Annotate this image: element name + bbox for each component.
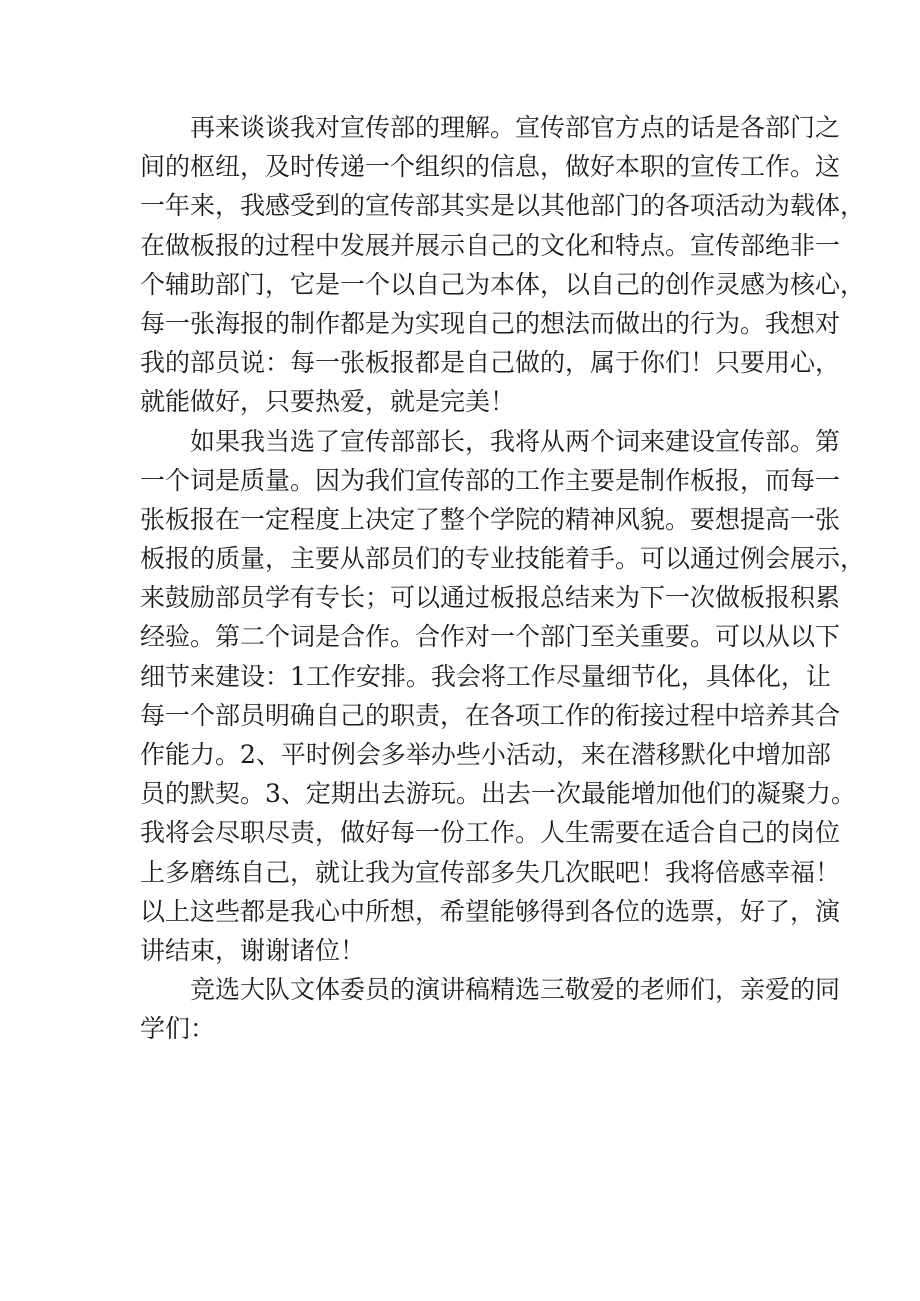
text-line: 以上这些都是我心中所想，希望能够得到各位的选票，好了，演 xyxy=(140,896,841,926)
text-line: 个辅助部门，它是一个以自己为本体，以自己的创作灵感为核心， xyxy=(140,269,866,299)
text-line: 作能力。2、平时例会多举办些小活动，来在潜移默化中增加部 xyxy=(140,740,831,769)
text-line: 员的默契。3、定期出去游玩。出去一次最能增加他们的凝聚力。 xyxy=(140,779,856,809)
body-text xyxy=(140,108,866,1049)
text-line: 经验。第二个词是合作。合作对一个部门至关重要。可以从以下 xyxy=(140,622,841,652)
text-line: 每一张海报的制作都是为实现自己的想法而做出的行为。我想对 xyxy=(140,308,841,338)
text-line: 上多磨练自己，就让我为宣传部多失几次眠吧！我将倍感幸福！ xyxy=(140,857,841,887)
text-line: 来鼓励部员学有专长；可以通过板报总结来为下一次做板报积累 xyxy=(140,583,841,613)
text-line: 张板报在一定程度上决定了整个学院的精神风貌。要想提高一张 xyxy=(140,504,841,534)
paragraph-2 xyxy=(140,422,866,971)
text-line: 细节来建设：1工作安排。我会将工作尽量细节化，具体化，让 xyxy=(140,661,831,691)
text-line: 间的枢纽，及时传递一个组织的信息，做好本职的宣传工作。这 xyxy=(140,152,841,182)
paragraph-3 xyxy=(140,970,841,1048)
text-line: 在做板报的过程中发展并展示自己的文化和特点。宣传部绝非一 xyxy=(140,230,841,260)
text-line: 板报的质量，主要从部员们的专业技能着手。可以通过例会展示， xyxy=(140,544,866,574)
text-line: 我的部员说：每一张板报都是自己做的，属于你们！只要用心， xyxy=(140,348,841,378)
text-line: 我将会尽职尽责，做好每一份工作。人生需要在适合自己的岗位 xyxy=(140,818,841,848)
text-line: 一个词是质量。因为我们宣传部的工作主要是制作板报，而每一 xyxy=(140,465,841,495)
text-line: 就能做好，只要热爱，就是完美！ xyxy=(140,387,516,417)
text-line: 学们： xyxy=(140,1014,216,1044)
text-line: 如果我当选了宣传部部长，我将从两个词来建设宣传部。第 xyxy=(190,426,841,456)
text-line: 再来谈谈我对宣传部的理解。宣传部官方点的话是各部门之 xyxy=(190,113,841,142)
text-line: 讲结束，谢谢诸位！ xyxy=(140,935,366,965)
paragraph-1 xyxy=(140,108,866,422)
text-line: 每一个部员明确自己的职责，在各项工作的衔接过程中培养其合 xyxy=(140,700,841,730)
text-line: 竞选大队文体委员的演讲稿精选三敬爱的老师们，亲爱的同 xyxy=(190,975,841,1005)
text-line: 一年来，我感受到的宣传部其实是以其他部门的各项活动为载体， xyxy=(140,191,866,221)
